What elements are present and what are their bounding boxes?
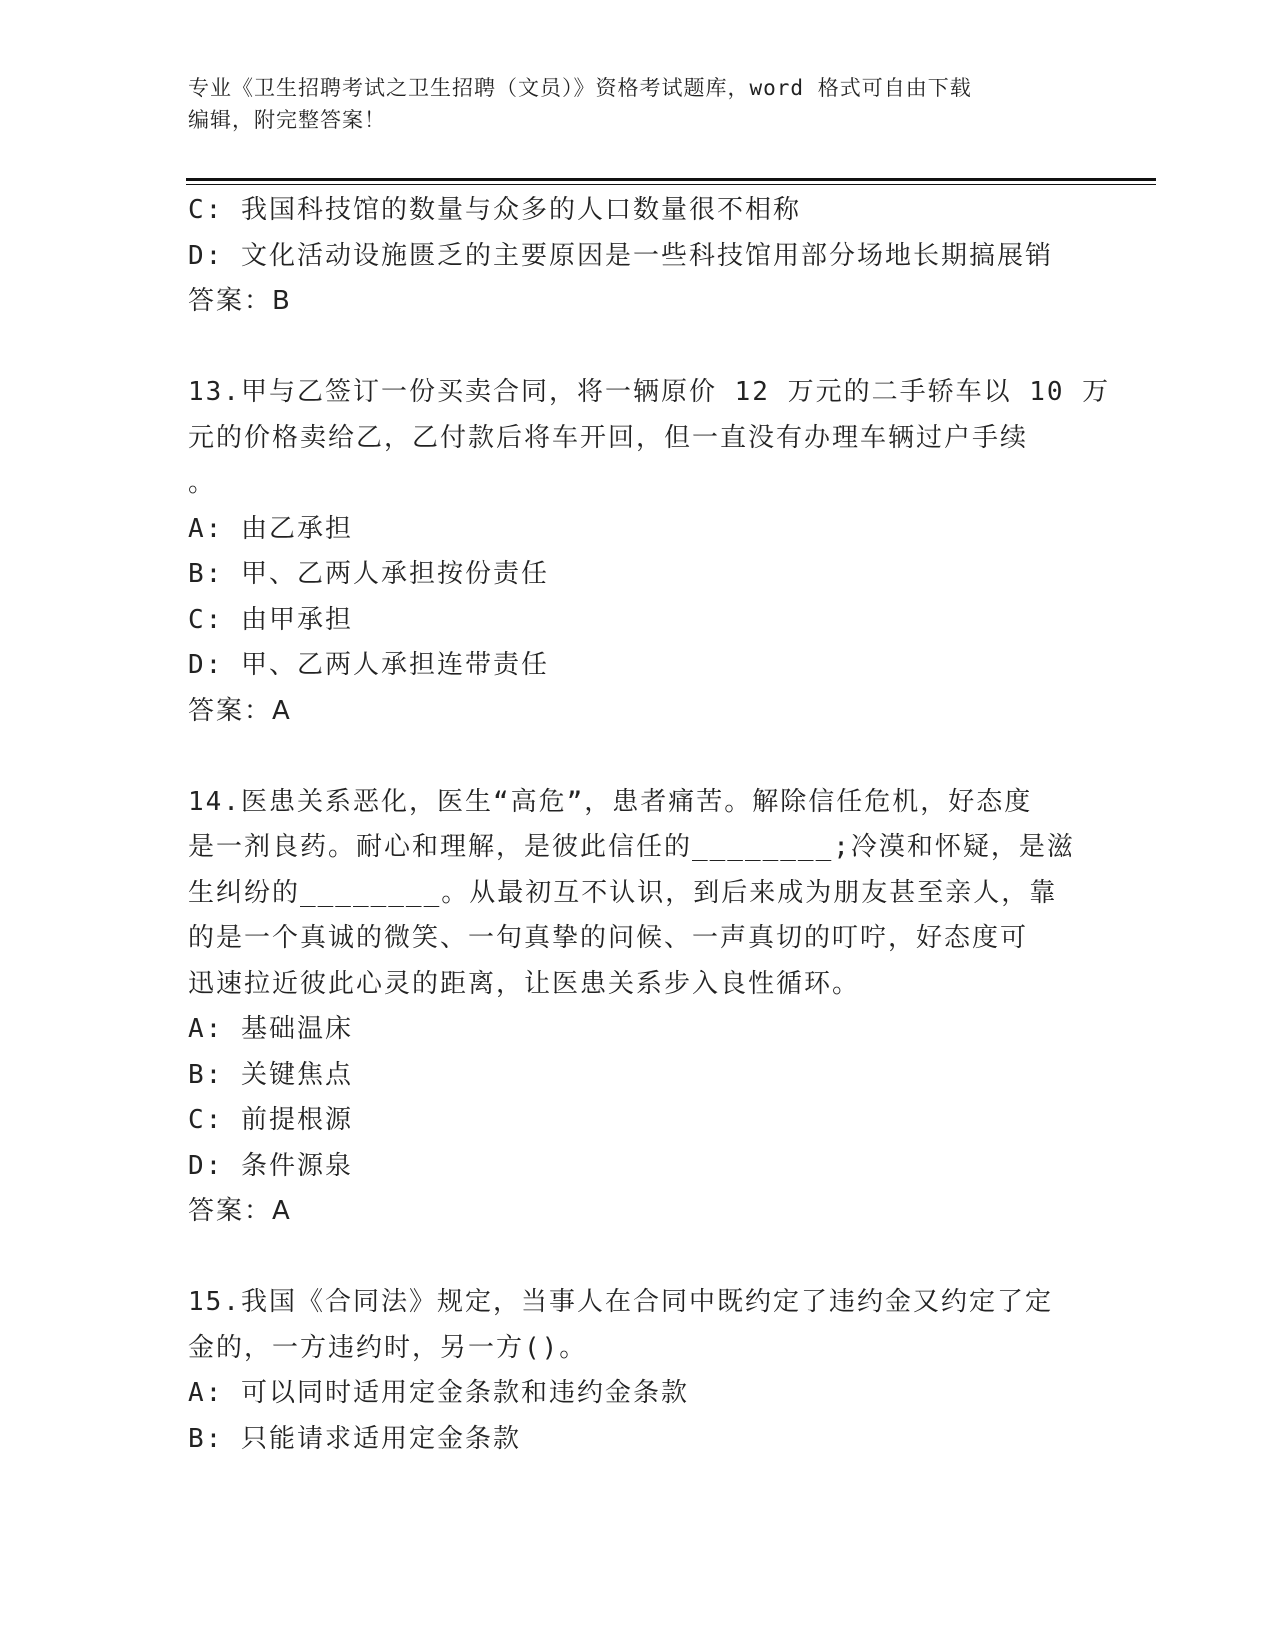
question-line: 迅速拉近彼此心灵的距离，让医患关系步入良性循环。 (188, 968, 861, 999)
question-line: 15.我国《合同法》规定，当事人在合同中既约定了违约金又约定了定 (188, 1287, 1053, 1317)
option-line: B: 甲、乙两人承担按份责任 (188, 559, 549, 589)
option-line: A: 基础温床 (188, 1014, 353, 1044)
spacer (188, 1235, 1088, 1281)
question-line: 元的价格卖给乙，乙付款后将车开回，但一直没有办理车辆过户手续 (188, 422, 1029, 453)
question-line: 13.甲与乙签订一份买卖合同，将一辆原价 12 万元的二手轿车以 10 万 (188, 377, 1111, 407)
option-line: A: 由乙承担 (188, 513, 353, 544)
answer-line: 答案：A (188, 1196, 292, 1226)
option-line: B: 关键焦点 (188, 1059, 353, 1090)
header-line-2: 编辑，附完整答案！ (188, 108, 386, 132)
question-line: 。 (188, 468, 217, 498)
answer-line: 答案：B (188, 286, 292, 316)
question-line: 金的，一方违约时，另一方()。 (188, 1332, 588, 1363)
option-line: D: 文化活动设施匮乏的主要原因是一些科技馆用部分场地长期搞展销 (188, 240, 1053, 271)
answer-line: 答案：A (188, 695, 292, 726)
question-line: 是一剂良药。耐心和理解，是彼此信任的________;冷漠和怀疑，是滋 (188, 832, 1075, 862)
question-line: 14.医患关系恶化，医生“高危”，患者痛苦。解除信任危机，好态度 (188, 786, 1033, 817)
option-line: A: 可以同时适用定金条款和违约金条款 (188, 1378, 689, 1408)
header-divider-thin (186, 184, 1156, 185)
option-line: C: 由甲承担 (188, 604, 353, 635)
option-line: C: 我国科技馆的数量与众多的人口数量很不相称 (188, 195, 801, 225)
header-divider-thick (186, 178, 1156, 181)
option-line: D: 甲、乙两人承担连带责任 (188, 650, 549, 680)
question-line: 生纠纷的________。从最初互不认识，到后来成为朋友甚至亲人，靠 (188, 877, 1058, 908)
question-list (188, 188, 1111, 1462)
option-line: B: 只能请求适用定金条款 (188, 1423, 521, 1454)
option-line: C: 前提根源 (188, 1105, 353, 1135)
header-line-1: 专业《卫生招聘考试之卫生招聘（文员）》资格考试题库，word 格式可自由下载 (188, 76, 972, 100)
spacer (188, 325, 1088, 371)
option-line: D: 条件源泉 (188, 1150, 353, 1181)
question-line: 的是一个真诚的微笑、一句真挚的问候、一声真切的叮咛，好态度可 (188, 923, 1029, 953)
document-header (188, 72, 1068, 136)
spacer (188, 734, 1088, 780)
